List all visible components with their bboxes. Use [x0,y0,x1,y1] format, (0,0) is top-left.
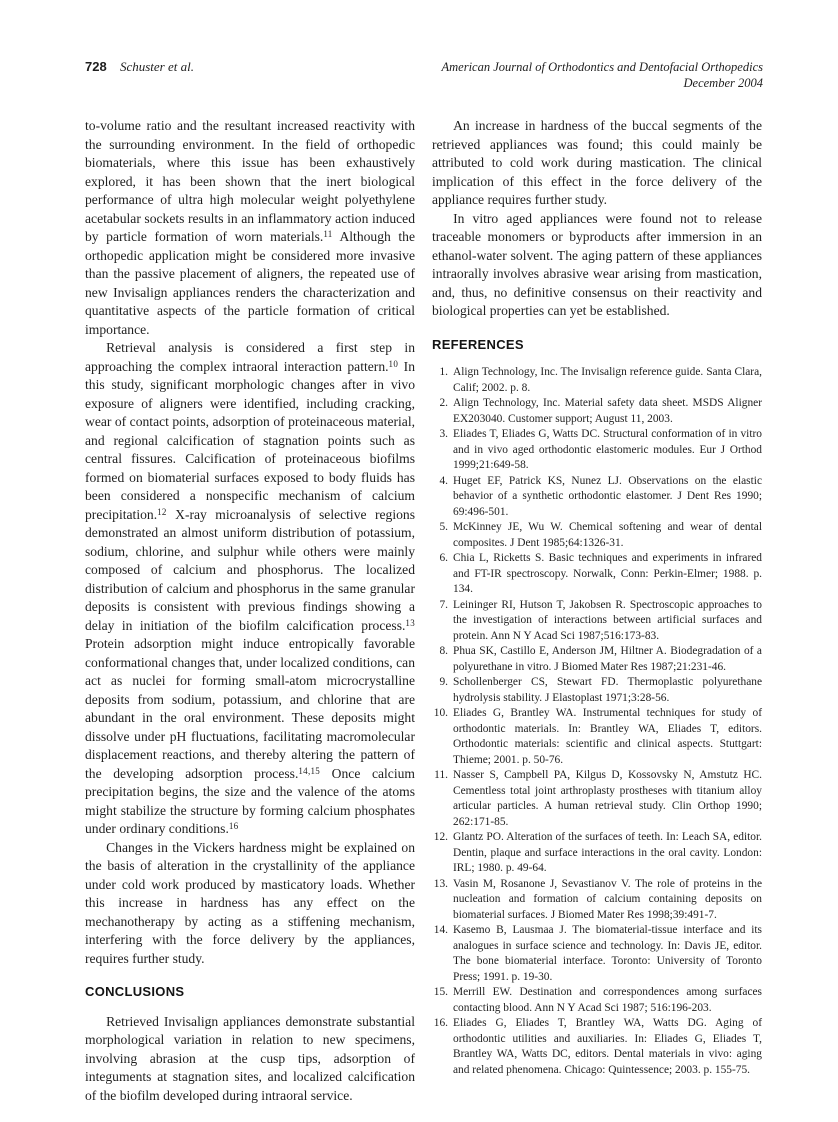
reference-text: Align Technology, Inc. The Invisalign reference guide. Santa Clara, Calif; 2002. p. 8. [453,366,762,394]
citation-superscript: 14,15 [298,765,321,776]
reference-number: 8. [439,645,448,657]
citation-superscript: 13 [405,617,415,628]
citation-superscript: 16 [228,821,239,831]
reference-text: Vasin M, Rosanone J, Sevastianov V. The role of proteins in the nucleation and formation of calcium containing deposits on biomaterial surfaces. J Biomed Mater Res 1998;39:491-7. [453,877,762,921]
reference-number: 2. [439,397,448,409]
header-right [442,59,764,91]
body-paragraph: Changes in the Vickers hardness might be explained on the basis of alteration in the crystallinity of the appliance under cold work produced by masticatory loads. Whether this increase in hardness has any effect on the mechanotherapy by acting as a stiffening mechanism, interfering with the force delivery by the appliances, requires further study. [85,839,415,966]
reference-item [432,365,762,396]
reference-item [432,427,762,474]
reference-number: 7. [439,598,448,611]
running-header [85,59,763,91]
body-paragraph: Retrieval analysis is considered a first step in approaching the complex intraoral interaction pattern.$^{10}$ In this study, significant morphologic changes after in vivo exposure of aligners were identified, including cracking, wear of contact points, adsorption of proteinaceous material, and regional calcification of stagnation points such as central fissures. Calcification of proteinaceous biofilms formed on biomaterial surfaces exposed to body fluids has been considered a nonspecific mechanism of calcium precipitation.$^{12}$ X-ray microanalysis of selective regions demonstrated an almost uniform distribution of potassium, sodium, chlorine, and sulphur while others were mainly composed of calcium and phosphorus. The localized distribution of calcium and phosphorus in the same granular deposits is consistent with previous findings showing a delay in initiation of the biofilm calcification process.$^{13}$ Protein adsorption might induce entropically favorable conformational changes that, under localized conditions, can act as nuclei for forming small-atom microcrystalline deposits from sodium, potassium, and chlorine that are abundant in the oral environment. These deposits might dissolve under pH fluctuations, facilitating macromolecular displacement reactions, and thereby altering the pattern of the developing adsorption process.$^{14,15}$ Once calcium precipitation begins, the size and the valence of the atoms might stabilize the structure by forming calcium phosphates under ordinary conditions.$^{16}$ [85,340,415,836]
running-authors: Schuster et al. [119,59,194,74]
reference-item [432,923,762,985]
reference-number: 16. [433,1017,448,1029]
reference-number: 13. [433,877,448,890]
header-left [85,59,194,75]
reference-text: Huget EF, Patrick KS, Nunez LJ. Observations on the elastic behavior of a synthetic orthodontic elastomer. J Dent Res 1990; 69:496-501. [453,474,762,518]
reference-number: 10. [433,707,448,719]
references-heading: REFERENCES [432,336,524,352]
reference-number: 6. [439,552,448,564]
reference-number: 1. [439,366,448,378]
references-list [432,365,762,1078]
reference-item [432,598,762,645]
body-paragraph: An increase in hardness of the buccal segments of the retrieved appliances was found; this could mainly be attributed to cold work during mastication. The clinical implication of this effect in the force delivery of the appliance requires further study. [432,118,762,207]
reference-item [432,830,762,877]
reference-number: 14. [433,924,448,936]
reference-text: Nasser S, Campbell PA, Kilgus D, Kossovsky N, Amstutz HC. Cementless total joint arthroplasty prostheses with titanium alloy articular particles. A human retrieval study. Clin Orthop 1990; 262:171-85. [453,769,762,828]
reference-number: 12. [433,831,448,843]
body-paragraph: to-volume ratio and the resultant increased reactivity with the surrounding environment. In the field of orthopedic biomaterials, where this issue has been exhaustively explored, it has been shown that the inert biological performance of ultra high molecular weight polyethylene acetabular sockets results in an inflammatory action induced by particle formation of worn materials.$^{11}$ Although the orthopedic application might be considered more invasive than the passive placement of aligners, the repeated use of new Invisalign appliances renders the characterization and quantitative aspects of the particle formation of critical importance. [85,118,415,337]
reference-item [432,396,762,427]
reference-item [432,768,762,830]
reference-text: Leininger RI, Hutson T, Jakobsen R. Spectroscopic approaches to the investigation of interactions between artificial surfaces and protein. Ann N Y Acad Sci 1987;516:173-83. [453,598,762,642]
body-paragraph: Retrieved Invisalign appliances demonstrate substantial morphological variation in relation to new specimens, involving abrasion at the cusp tips, adsorption of integuments at stagnation sites, and localized calcification of the biofilm developed during intraoral service. [85,1013,415,1103]
reference-text: Align Technology, Inc. Material safety data sheet. MSDS Aligner EX203040. Customer support; August 11, 2003. [453,397,762,425]
reference-text: Chia L, Ricketts S. Basic techniques and experiments in infrared and FT-IR spectroscopy. Norwalk, Conn: Perkin-Elmer; 1988. p. 134. [453,552,762,595]
reference-number: 5. [439,521,448,533]
body-paragraph: In vitro aged appliances were found not to release traceable monomers or byproducts after immersion in an ethanol-water solvent. The aging pattern of these appliances intraorally involves abrasive wear arising from mastication, and, thus, no definitive consensus on their reactivity and biological properties can yet be established. [432,210,762,318]
reference-text: Merrill EW. Destination and correspondences among surfaces contacting blood. Ann N Y Acad Sci 1987; 516:196-203. [453,986,762,1014]
reference-item [432,675,762,706]
right-column [432,117,762,1105]
reference-item [432,877,762,924]
reference-number: 11. [434,769,448,781]
reference-number: 4. [439,474,448,487]
reference-item [432,985,762,1016]
reference-item [432,474,762,521]
journal-name: American Journal of Orthodontics and Dentofacial Orthopedics [441,60,763,74]
left-column [85,117,415,1105]
issue-date: December 2004 [683,76,763,90]
reference-item [432,644,762,675]
citation-superscript: 11 [323,229,333,239]
reference-text: McKinney JE, Wu W. Chemical softening and wear of dental composites. J Dent 1985;64:1326-31. [453,521,762,549]
reference-number: 3. [439,428,448,440]
reference-number: 15. [433,986,448,998]
reference-item [432,706,762,768]
reference-text: Eliades G, Brantley WA. Instrumental techniques for study of orthodontic materials. In: Brantley WA, Eliades T, editors. Orthodontic materials: scientific and clinical aspects. Stuttgart: Thieme; 2001. p. 50-76. [453,707,762,766]
two-column-body [85,117,762,1105]
reference-text: Eliades G, Eliades T, Brantley WA, Watts DG. Aging of orthodontic utilities and auxiliaries. In: Eliades G, Eliades T, Brantley WA, Watts DC, editors. Dental materials in vivo: aging and related phenomena. Chicago: Quintessence; 2003. p. 155-75. [453,1017,762,1076]
citation-superscript: 12 [157,506,167,517]
reference-text: Kasemo B, Lausmaa J. The biomaterial-tissue interface and its analogues in surface science and technology. In: Davis JE, editor. The bone biomaterial interface. Toronto: University of Toronto Press; 1991. p. 19-30. [453,924,762,983]
citation-superscript: 10 [388,358,399,369]
reference-item [432,551,762,598]
reference-item [432,1016,762,1078]
reference-item [432,520,762,551]
reference-text: Glantz PO. Alteration of the surfaces of teeth. In: Leach SA, editor. Dentin, plaque and surface interactions in the oral cavity. London: IRL; 1980. p. 49-64. [453,831,762,874]
reference-text: Phua SK, Castillo E, Anderson JM, Hiltner A. Biodegradation of a polyurethane in vitro. J Biomed Mater Res 1987;21:231-46. [453,645,762,673]
reference-text: Eliades T, Eliades G, Watts DC. Structural conformation of in vitro and in vivo aged orthodontic elastomeric modules. Eur J Orthod 1999;21:649-58. [453,428,762,471]
reference-number: 9. [439,676,448,688]
page-number: 728 [85,59,107,74]
reference-text: Schollenberger CS, Stewart FD. Thermoplastic polyurethane hydrolysis stability. J Elastoplast 1971;3:28-56. [453,676,762,704]
conclusions-heading: CONCLUSIONS [85,984,185,999]
